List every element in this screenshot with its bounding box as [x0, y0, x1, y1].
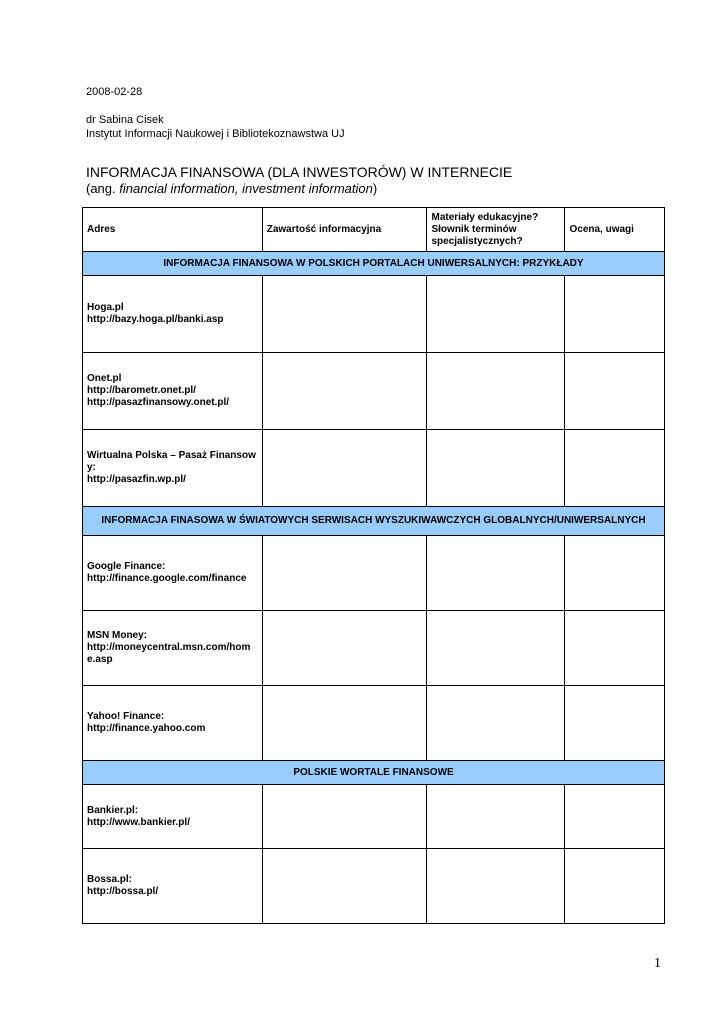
rating-cell [565, 536, 665, 611]
address-cell [83, 276, 263, 353]
site-url-link[interactable]: http://bossa.pl/ [87, 886, 159, 897]
site-name: Google Finance: [87, 561, 166, 572]
subtitle-italic: financial information, investment information [119, 181, 373, 196]
site-url-link[interactable]: http://bazy.hoga.pl/banki.asp [87, 314, 224, 325]
header-materials-line: Materiały edukacyjne? [431, 211, 539, 223]
address-cell [83, 785, 263, 849]
document-title: INFORMACJA FINANSOWA (DLA INWESTORÓW) W INTERNECIE [86, 164, 513, 180]
rating-cell [565, 686, 665, 761]
rating-cell [565, 353, 665, 430]
site-name: Hoga.pl [87, 302, 124, 313]
site-name: MSN Money: [87, 630, 147, 641]
address-cell [83, 430, 263, 507]
site-url-link[interactable]: http://finance.google.com/finance [87, 573, 247, 584]
page-number: 1 [654, 956, 661, 971]
section-title: INFORMACJA FINASOWA W ŚWIATOWYCH SERWISACH WYSZUKIWAWCZYCH GLOBALNYCH/UNIWERSALNYCH [83, 507, 665, 536]
table-row [83, 353, 665, 430]
content-cell [262, 849, 427, 924]
content-cell [262, 785, 427, 849]
materials-cell [427, 785, 565, 849]
materials-cell [427, 276, 565, 353]
site-url-link[interactable]: http://finance.yahoo.com [87, 723, 206, 734]
section-header-row [83, 507, 665, 536]
rating-cell [565, 611, 665, 686]
table-row [83, 849, 665, 924]
address-cell [83, 611, 263, 686]
section-title: INFORMACJA FINANSOWA W POLSKICH PORTALACH UNIWERSALNYCH: PRZYKŁADY [83, 252, 665, 276]
content-cell [262, 611, 427, 686]
content-cell [262, 536, 427, 611]
content-cell [262, 430, 427, 507]
document-date: 2008-02-28 [86, 86, 143, 98]
table-row [83, 276, 665, 353]
site-url-link[interactable]: http://moneycentral.msn.com/home.asp [87, 642, 251, 665]
section-header-row [83, 761, 665, 785]
site-name: Bossa.pl: [87, 874, 133, 885]
address-cell [83, 536, 263, 611]
table-row [83, 611, 665, 686]
table-row [83, 536, 665, 611]
header-materials-line: Słownik terminów [431, 223, 517, 235]
content-cell [262, 276, 427, 353]
table-row [83, 430, 665, 507]
site-url-link[interactable]: http://pasazfinansowy.onet.pl/ [87, 397, 230, 408]
table-header-row [83, 208, 665, 252]
site-name: Wirtualna Polska – Pasaż Finansowy: [87, 450, 256, 473]
content-cell [262, 686, 427, 761]
rating-cell [565, 430, 665, 507]
section-header-row [83, 252, 665, 276]
site-url-link[interactable]: http://www.bankier.pl/ [87, 816, 190, 828]
materials-cell [427, 686, 565, 761]
materials-cell [427, 849, 565, 924]
institute-name: Instytut Informacji Naukowej i Bibliotekoznawstwa UJ [86, 128, 345, 140]
site-name: Bankier.pl: [87, 804, 139, 816]
site-name: Yahoo! Finance: [87, 711, 165, 722]
site-url-link[interactable]: http://barometr.onet.pl/ [87, 385, 196, 396]
finance-sites-table [82, 207, 665, 924]
document-subtitle [86, 181, 377, 197]
subtitle-prefix: (ang. [86, 181, 120, 196]
header-materials [427, 208, 565, 252]
header-rating: Ocena, uwagi [565, 208, 665, 252]
subtitle-suffix: ) [372, 181, 378, 196]
site-url-link[interactable]: http://pasazfin.wp.pl/ [87, 474, 186, 485]
header-address: Adres [83, 208, 263, 252]
materials-cell [427, 536, 565, 611]
content-cell [262, 353, 427, 430]
rating-cell [565, 276, 665, 353]
table-row [83, 686, 665, 761]
author-block [86, 113, 345, 141]
author-name: dr Sabina Cisek [86, 114, 164, 126]
header-content: Zawartość informacyjna [262, 208, 427, 252]
site-name: Onet.pl [87, 373, 122, 384]
header-materials-line: specjalistycznych? [431, 235, 523, 247]
section-title: POLSKIE WORTALE FINANSOWE [83, 761, 665, 785]
address-cell [83, 849, 263, 924]
materials-cell [427, 611, 565, 686]
materials-cell [427, 430, 565, 507]
address-cell [83, 686, 263, 761]
address-cell [83, 353, 263, 430]
materials-cell [427, 353, 565, 430]
rating-cell [565, 849, 665, 924]
table-row [83, 785, 665, 849]
rating-cell [565, 785, 665, 849]
